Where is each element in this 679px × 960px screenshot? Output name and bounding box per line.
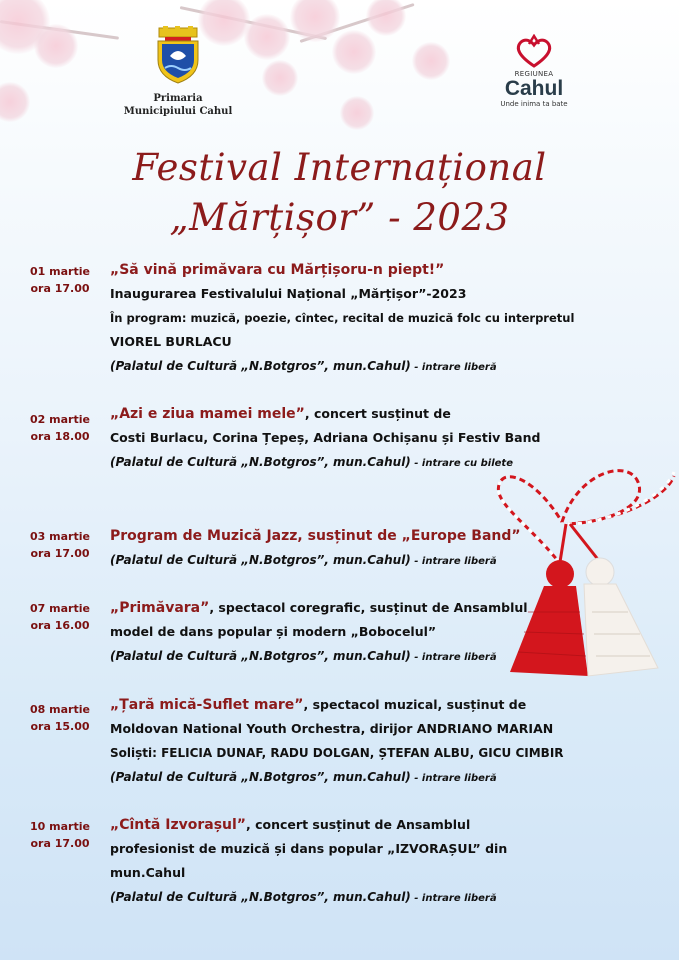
event-entry: - intrare liberă [410,652,497,663]
event-time: ora 17.00 [30,547,90,560]
event-line: Moldovan National Youth Orchestra, dirijor ANDRIANO MARIAN [110,721,554,736]
event-entry: - intrare liberă [410,556,497,567]
page-title-line1: Festival Internațional [132,146,547,189]
event-line: Soliști: FELICIA DUNAF, RADU DOLGAN, ȘTEFAN ALBU, GICU CIMBIR [110,746,564,760]
event-venue: (Palatul de Cultură „N.Botgros”, mun.Cahul) [110,455,411,469]
event-entry: - intrare cu bilete [410,458,513,469]
event-headline-rest: , concert susținut de Ansamblul [246,817,471,832]
event-entry: - intrare liberă [410,893,497,904]
event-line: model de dans popular și modern „Bobocelul” [110,624,437,639]
event-date: 01 martie [30,265,90,278]
event-venue: (Palatul de Cultură „N.Botgros”, mun.Cahul) [110,359,411,373]
event-headline: „Azi e ziua mamei mele” [110,406,305,422]
page-title-line2: „Mărțișor” - 2023 [169,196,510,239]
logo-caption-line2: Municipiului Cahul [123,106,233,117]
event-time: ora 18.00 [30,430,90,443]
event-venue: (Palatul de Cultură „N.Botgros”, mun.Cahul) [110,770,411,784]
event-line: VIOREL BURLACU [110,334,232,349]
event-time: ora 16.00 [30,619,90,632]
event-date: 02 martie [30,413,90,426]
event-date: 10 martie [30,820,90,833]
event-date: 07 martie [30,602,90,615]
logo-small-text: REGIUNEA [514,70,554,78]
primaria-logo [118,26,238,118]
event-line: În program: muzică, poezie, cîntec, recital de muzică folc cu interpretul [110,311,575,325]
event-headline: Program de Muzică Jazz, susținut de „Europe Band” [110,528,521,544]
event-headline-rest: , spectacol muzical, susținut de [303,697,527,712]
event-venue: (Palatul de Cultură „N.Botgros”, mun.Cahul) [110,649,411,663]
event-line: Inaugurarea Festivalului Național „Mărțișor”-2023 [110,286,467,301]
cahul-crest-icon [155,26,201,84]
heart-lotus-logo-icon [511,34,557,68]
event-entry: - intrare liberă [410,362,497,373]
event-line: mun.Cahul [110,865,186,880]
event-headline: „Să vină primăvara cu Mărțișoru-n piept!” [110,262,445,278]
event-entry: - intrare liberă [410,773,497,784]
logo-big-text: Cahul [504,77,564,100]
event-headline-rest: , spectacol coregrafic, susținut de Ansamblul [209,600,528,615]
event-line: Costi Burlacu, Corina Țepeș, Adriana Ochișanu și Festiv Band [110,430,541,445]
event-time: ora 15.00 [30,720,90,733]
event-time: ora 17.00 [30,282,90,295]
regiunea-cahul-logo [478,34,590,108]
event-time: ora 17.00 [30,837,90,850]
event-date: 08 martie [30,703,90,716]
event-headline: „Primăvara” [110,600,210,616]
event-headline: „Țară mică-Suflet mare” [110,697,304,713]
logo-tagline: Unde inima ta bate [500,100,568,108]
event-venue: (Palatul de Cultură „N.Botgros”, mun.Cahul) [110,553,411,567]
event-venue: (Palatul de Cultură „N.Botgros”, mun.Cahul) [110,890,411,904]
event-headline-rest: , concert susținut de [304,406,451,421]
logo-caption-line1: Primaria [153,93,203,104]
event-line: profesionist de muzică și dans popular „IZVORAȘUL” din [110,841,508,856]
event-date: 03 martie [30,530,90,543]
event-headline: „Cîntă Izvorașul” [110,817,247,833]
